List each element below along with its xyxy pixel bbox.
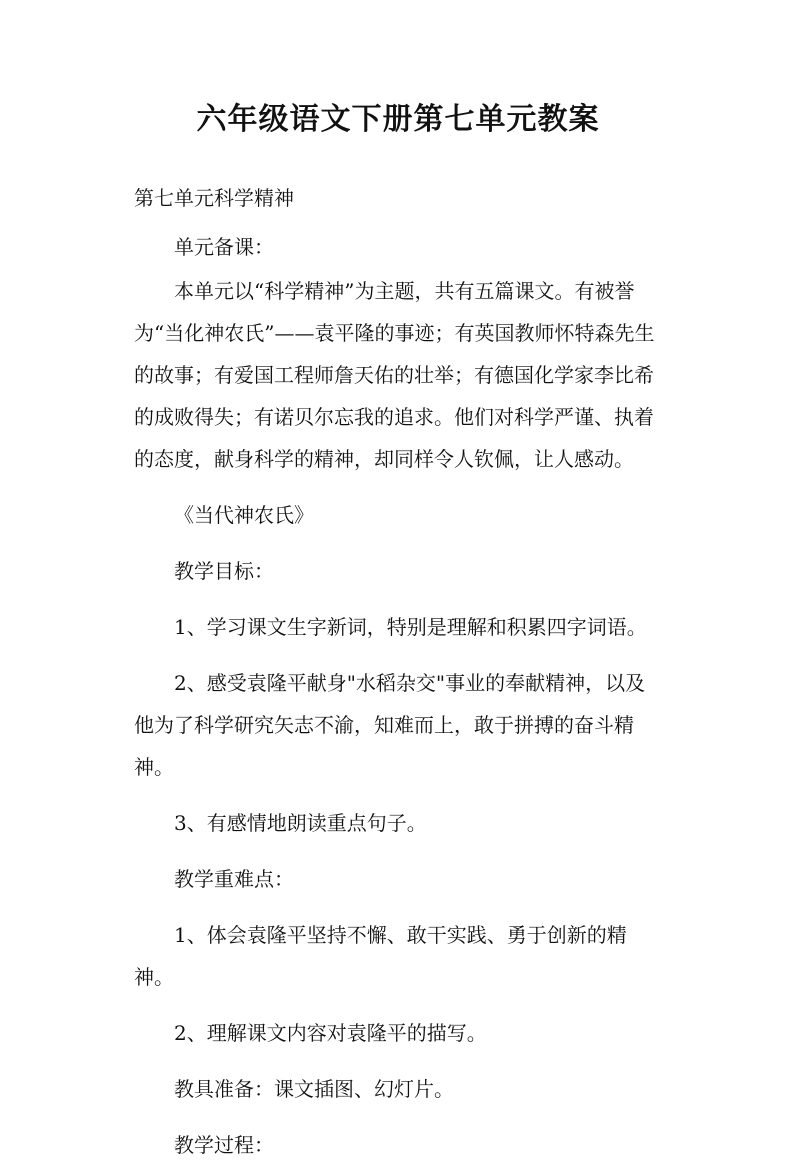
teaching-goal-1: 1、学习课文生字新词，特别是理解和积累四字词语。 <box>174 615 647 639</box>
lesson-title: 《当代神农氏》 <box>174 503 314 527</box>
section-title: 第七单元科学精神 <box>134 186 294 210</box>
paragraph-unit-prep: 单元备课： <box>174 235 274 259</box>
teaching-process-heading: 教学过程： <box>174 1133 274 1157</box>
paragraph-unit-overview: 本单元以“科学精神”为主题，共有五篇课文。有被誉为“当化神农氏”——袁平隆的事迹；有英国教师怀特森先生的故事；有爱国工程师詹天佑的壮举；有德国化学家李比希的成败得失；有诺贝尔忘我的追求。他们对科学严谨、执着的态度，献身科学的精神，却同样令人钦佩，让人感动。 <box>134 279 655 471</box>
teaching-goal-3: 3、有感情地朗读重点句子。 <box>174 811 427 835</box>
key-difficulties-heading: 教学重难点： <box>174 867 294 891</box>
key-difficulty-2: 2、理解课文内容对袁隆平的描写。 <box>174 1021 487 1045</box>
key-difficulty-1: 1、体会袁隆平坚持不懈、敢干实践、勇于创新的精神。 <box>134 923 627 989</box>
materials-line: 教具准备：课文插图、幻灯片。 <box>174 1077 454 1101</box>
teaching-goals-heading: 教学目标： <box>174 559 274 583</box>
teaching-goal-2: 2、感受袁隆平献身"水稻杂交"事业的奉献精神，以及他为了科学研究矢志不渝，知难而上，敢于拼搏的奋斗精神。 <box>134 671 646 779</box>
document-title: 六年级语文下册第七单元教案 <box>196 102 600 137</box>
